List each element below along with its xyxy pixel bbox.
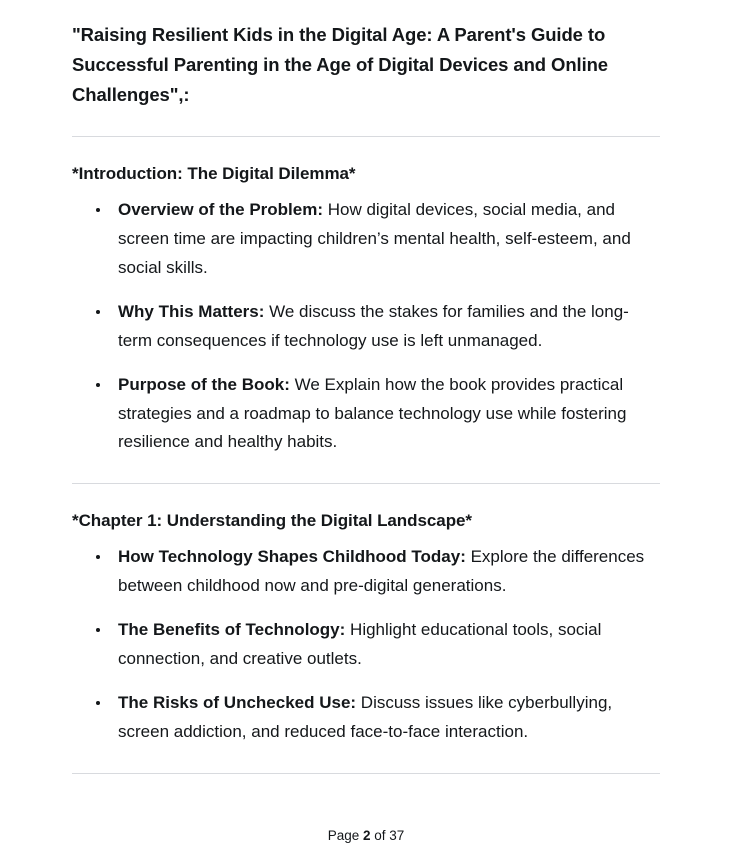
list-item-text: Explore the differences between childhood now and pre-digital generations. [118, 547, 645, 595]
list-item-text: Highlight educational tools, social connection, and creative outlets. [118, 620, 602, 668]
list-item [72, 543, 660, 600]
list-item-lead: Purpose of the Book: [118, 375, 290, 395]
list-item [72, 371, 660, 457]
section-divider-1 [72, 136, 660, 137]
footer-prefix: Page [327, 828, 363, 843]
section-divider-2 [72, 483, 660, 484]
footer-middle: of [370, 828, 390, 843]
list-item-lead: The Risks of Unchecked Use: [118, 693, 357, 713]
section-introduction [72, 161, 660, 457]
list-item-text: We Explain how the book provides practical strategies and a roadmap to balance technology use while fostering resilience and healthy habits. [118, 375, 627, 452]
bullet-list-chapter-1 [72, 543, 660, 746]
list-item-text: Discuss issues like cyberbullying, screen addiction, and reduced face-to-face interaction. [118, 693, 613, 742]
list-item-lead: Why This Matters: [118, 302, 265, 322]
bullet-dot-icon [96, 208, 100, 212]
section-chapter-1 [72, 508, 660, 747]
bullet-dot-icon [96, 383, 100, 387]
footer-total-pages: 37 [389, 828, 405, 843]
footer-page-number: 2 [362, 828, 371, 843]
bullet-dot-icon [96, 555, 100, 559]
list-item-lead: Overview of the Problem: [118, 200, 328, 220]
bullet-dot-icon [96, 628, 100, 632]
section-divider-3 [72, 773, 660, 774]
list-item-lead: The Benefits of Technology: [118, 620, 346, 640]
list-item [72, 689, 660, 746]
list-item [72, 298, 660, 355]
bullet-list-introduction [72, 196, 660, 456]
bullet-dot-icon [96, 310, 100, 314]
bullet-dot-icon [96, 701, 100, 705]
section-heading-chapter-1: *Chapter 1: Understanding the Digital Landscape* [72, 510, 472, 530]
page-title: "Raising Resilient Kids in the Digital Age: A Parent's Guide to Successful Parenting in the Age of Digital Devices and Online Challenges",: [72, 24, 609, 105]
list-item-text: How digital devices, social media, and screen time are impacting children’s mental health, self-esteem, and social skills. [118, 200, 631, 277]
list-item-lead: How Technology Shapes Childhood Today: [118, 547, 466, 567]
list-item [72, 196, 660, 282]
page-footer [0, 828, 732, 843]
list-item-text: We discuss the stakes for families and the long-term consequences if technology use is left unmanaged. [118, 302, 629, 350]
section-heading-introduction: *Introduction: The Digital Dilemma* [72, 163, 356, 183]
list-item [72, 616, 660, 673]
